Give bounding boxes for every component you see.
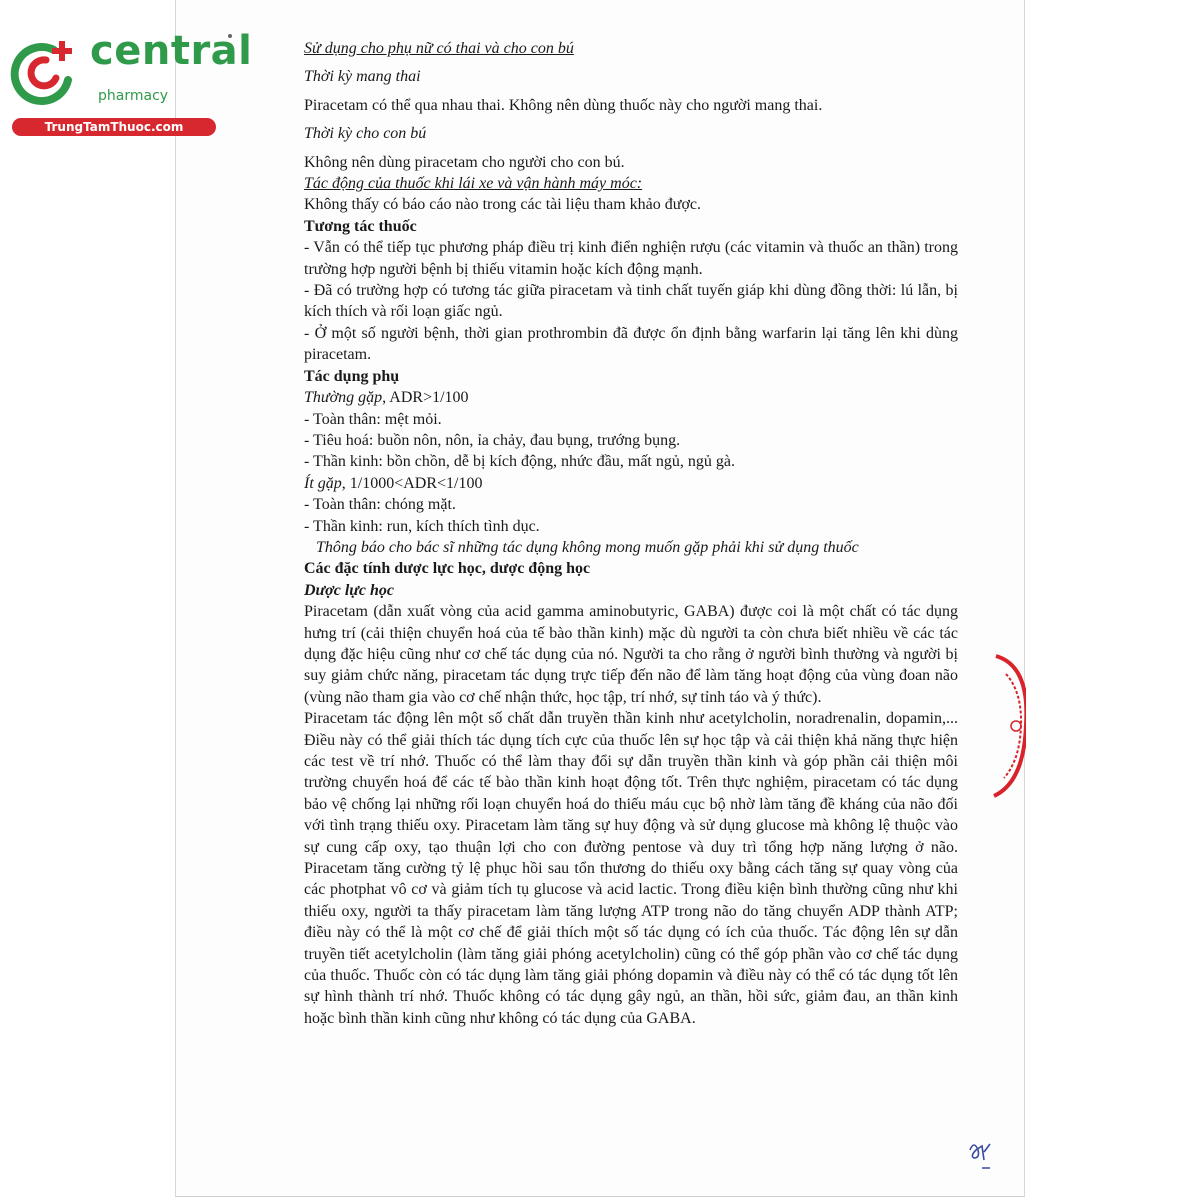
interaction-item: - Đã có trường hợp có tương tác giữa piracetam và tinh chất tuyến giáp khi dùng đồng thời: lú lẫn, bị kích thích và rối loạn giấc ngủ. bbox=[304, 282, 958, 321]
uncommon-frequency-line bbox=[304, 473, 958, 494]
brand-subtitle: pharmacy bbox=[98, 88, 169, 104]
central-pharmacy-logo bbox=[8, 28, 253, 136]
pregnancy-text: Piracetam có thể qua nhau thai. Không nên dùng thuốc này cho người mang thai. bbox=[304, 96, 823, 114]
interaction-item: - Ở một số người bệnh, thời gian prothrombin đã được ổn định bằng warfarin lại tăng lên khi dùng piracetam. bbox=[304, 324, 958, 364]
side-effect-item: - Tiêu hoá: buồn nôn, nôn, ỉa chảy, đau bụng, trướng bụng. bbox=[304, 431, 681, 449]
pregnancy-subheading: Thời kỳ mang thai bbox=[304, 68, 421, 86]
breastfeeding-subheading: Thời kỳ cho con bú bbox=[304, 125, 427, 143]
side-effect-item: - Toàn thân: chóng mặt. bbox=[304, 496, 456, 514]
driving-text: Không thấy có báo cáo nào trong các tài liệu tham khảo được. bbox=[304, 196, 701, 214]
brand-url-badge[interactable]: TrungTamThuoc.com bbox=[12, 118, 216, 136]
pharmacodynamics-paragraph: Piracetam (dẫn xuất vòng của acid gamma aminobutyric, GABA) được coi là một chất có tác dụng hưng trí (cải thiện chuyển hoá của tế bào thần kinh) mặc dù người ta còn chưa biết nhiều về các tác dụng đặc hiệu cũng như cơ chế tác dụng của nó. Người ta cho rằng ở người bình thường và người bị suy giảm chức năng, piracetam tác dụng trực tiếp đến não để làm tăng hoạt động của vùng đoan não (vùng não tham gia vào cơ chế nhận thức, học tập, trí nhớ, sự tỉnh táo và ý thức). bbox=[304, 603, 958, 706]
document-content bbox=[304, 38, 958, 1029]
side-effect-item: - Thần kinh: bồn chồn, dễ bị kích động, nhức đầu, mất ngủ, ngủ gà. bbox=[304, 453, 735, 471]
breastfeeding-text: Không nên dùng piracetam cho người cho con bú. bbox=[304, 153, 625, 171]
side-effects-heading: Tác dụng phụ bbox=[304, 367, 400, 385]
pharmacodynamics-paragraph: Piracetam tác động lên một số chất dẫn truyền thần kinh như acetylcholin, noradrenalin, dopamin,... Điều này có thể giải thích tác dụng tích cực của thuốc lên sự học tập và cải thiện khả năng thực hiện các test về trí nhớ. Thuốc có thể làm thay đổi sự dẫn truyền thần kinh và góp phần cải thiện môi trường chuyển hoá để các tế bào thần kinh hoạt động tốt. Trên thực nghiệm, piracetam có tác dụng bảo vệ chống lại những rối loạn chuyển hoá do thiếu máu cục bộ nhờ làm tăng đề kháng của não đối với tình trạng thiếu oxy. Piracetam làm tăng sự huy động và sử dụng glucose mà không lệ thuộc vào sự cung cấp oxy, tạo thuận lợi cho con đường pentose và duy trì tổng hợp năng lượng ở não. Piracetam tăng cường tỷ lệ phục hồi sau tổn thương do thiếu oxy bằng cách tăng sự quay vòng của các photphat vô cơ và giảm tích tụ glucose và acid lactic. Trong điều kiện bình thường cũng như khi thiếu oxy, người ta thấy piracetam làm tăng lượng ATP trong não do tăng chuyển ADP thành ATP; điều này có thể là một cơ chế để giải thích một số tác dụng có ích của thuốc. Tác động lên sự dẫn truyền tiết acetylcholin (làm tăng giải phóng acetylcholin) cũng có thể góp phần vào cơ chế tác dụng của thuốc. Thuốc còn có tác dụng làm tăng giải phóng dopamin và điều này có thể có tác dụng tốt lên sự hình thành trí nhớ. Thuốc không có tác dụng gây ngủ, an thần, hồi sức, giảm đau, an thần kinh hoặc bình thần kinh cũng như không có tác dụng của GABA. bbox=[304, 710, 958, 1027]
pharmacodynamics-heading: Dược lực học bbox=[304, 581, 394, 599]
notify-doctor-text: Thông báo cho bác sĩ những tác dụng không mong muốn gặp phải khi sử dụng thuốc bbox=[316, 538, 859, 556]
pharmacology-heading: Các đặc tính dược lực học, dược động học bbox=[304, 560, 591, 578]
interactions-heading: Tương tác thuốc bbox=[304, 217, 417, 235]
side-effect-item: - Thần kinh: run, kích thích tình dục. bbox=[304, 517, 540, 535]
common-frequency-line bbox=[304, 387, 958, 408]
interaction-item: - Vẫn có thể tiếp tục phương pháp điều trị kinh điển nghiện rượu (các vitamin và thuốc an thần) trong trường hợp người bệnh bị thiếu vitamin hoặc kích động mạnh. bbox=[304, 239, 958, 278]
pregnancy-heading: Sử dụng cho phụ nữ có thai và cho con bú bbox=[304, 40, 574, 57]
pharmacy-cross-icon bbox=[8, 36, 80, 108]
uncommon-frequency: , 1/1000<ADR<1/100 bbox=[341, 474, 483, 492]
handwritten-initials bbox=[964, 1138, 1000, 1174]
common-frequency: , ADR>1/100 bbox=[382, 389, 469, 407]
red-seal-stamp bbox=[990, 652, 1026, 798]
driving-heading: Tác động của thuốc khi lái xe và vận hành máy móc: bbox=[304, 175, 643, 193]
brand-name: central bbox=[90, 28, 253, 74]
side-effect-item: - Toàn thân: mệt mỏi. bbox=[304, 410, 442, 428]
common-label: Thường gặp bbox=[304, 389, 383, 407]
uncommon-label: Ít gặp bbox=[304, 474, 342, 492]
